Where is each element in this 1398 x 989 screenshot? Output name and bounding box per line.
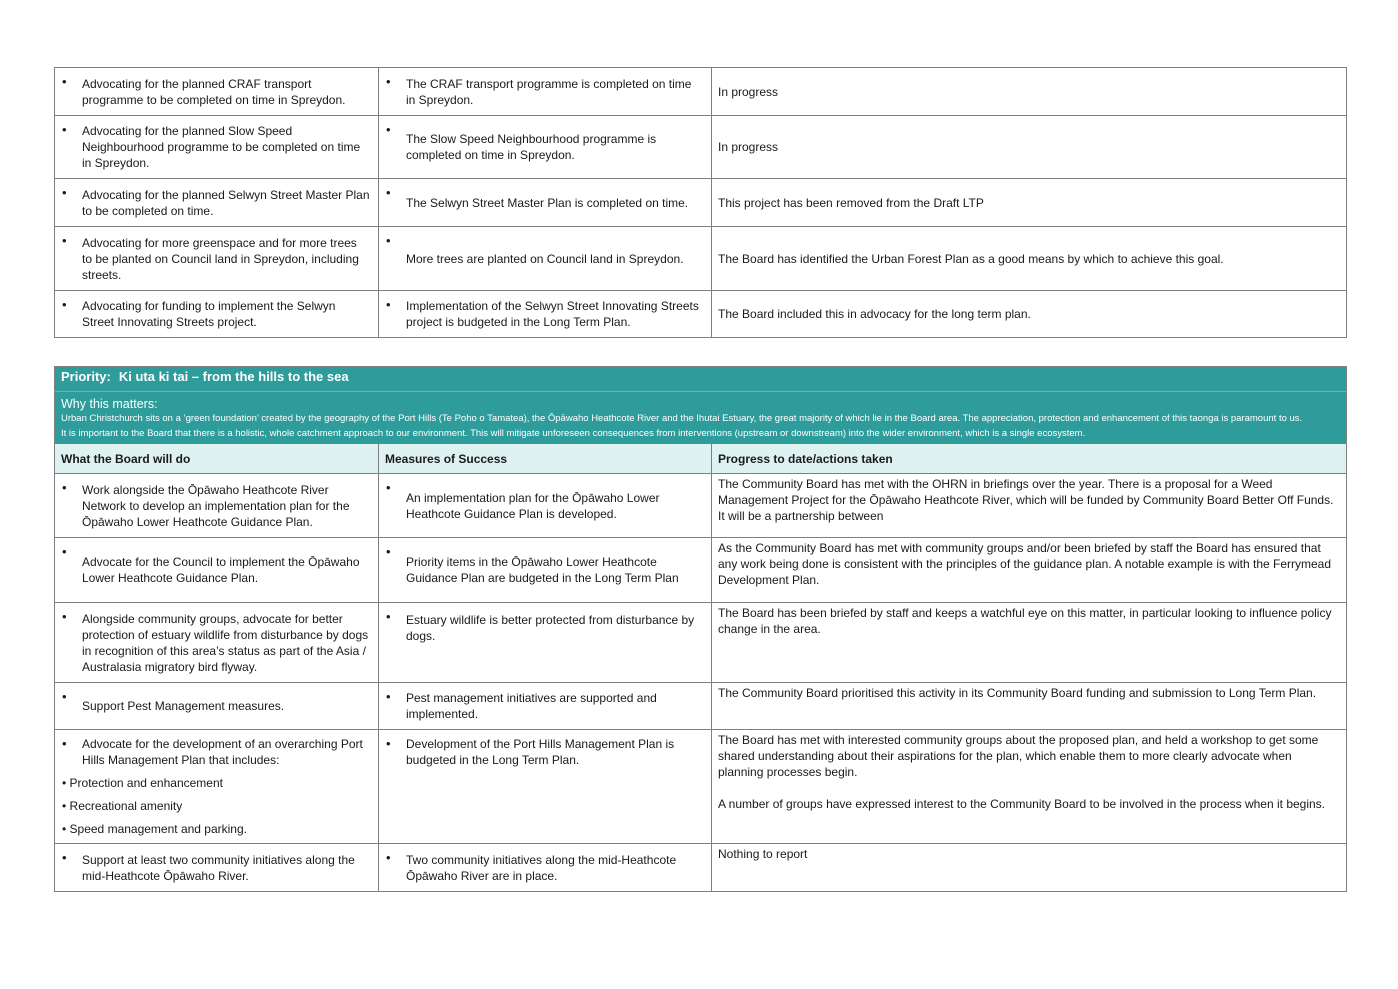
measure-cell: • Implementation of the Selwyn Street Innovating Streets project is budgeted in the Long Term Plan. xyxy=(379,291,712,338)
will-do-cell: • Advocating for the planned Selwyn Street Master Plan to be completed on time. xyxy=(55,179,379,227)
measure-cell: • Two community initiatives along the mid-Heathcote Ōpāwaho River are in place. xyxy=(379,844,712,892)
progress-text: The Board has met with interested community groups about the proposed plan, and held a workshop to get some shared understanding about their aspirations for the plan, which enable them to more clearly advocate when planning processes begin. xyxy=(718,733,1319,779)
priority-title-text: Ki uta ki tai – from the hills to the sea xyxy=(118,369,349,384)
sub-item: • Speed management and parking. xyxy=(62,822,247,836)
progress-cell: The Board has been briefed by staff and keeps a watchful eye on this matter, in particular looking to influence policy change in the area. xyxy=(712,603,1347,683)
progress-cell xyxy=(712,730,1347,844)
will-do-cell: • Support at least two community initiatives along the mid-Heathcote Ōpāwaho River. xyxy=(55,844,379,892)
will-do-cell: • Advocating for the planned Slow Speed Neighbourhood programme to be completed on time in Spreydon. xyxy=(55,116,379,179)
why-text-2: It is important to the Board that there is a holistic, whole catchment approach to our environment. This will mitigate unforeseen consequences from interventions (upstream or downstream) into the wider environment, which is a single ecosystem. xyxy=(61,428,1086,439)
measure-cell: • The CRAF transport programme is completed on time in Spreydon. xyxy=(379,68,712,116)
progress-text-2: A number of groups have expressed interest to the Community Board to be involved in the process when it begins. xyxy=(718,797,1326,811)
will-do-text: Advocate for the development of an overarching Port Hills Management Plan that includes: xyxy=(82,737,363,767)
measure-cell: • Priority items in the Ōpāwaho Lower Heathcote Guidance Plan are budgeted in the Long Term Plan xyxy=(379,538,712,603)
progress-cell: Nothing to report xyxy=(712,844,1347,892)
table-row xyxy=(55,730,1347,844)
sub-item: • Protection and enhancement xyxy=(62,776,223,790)
progress-cell: In progress xyxy=(712,116,1347,179)
table-row xyxy=(55,683,1347,730)
spreydon-actions-table xyxy=(54,67,1347,338)
will-do-cell: • Advocating for funding to implement the Selwyn Street Innovating Streets project. xyxy=(55,291,379,338)
table-row xyxy=(55,538,1347,603)
will-do-cell: • Advocating for the planned CRAF transport programme to be completed on time in Spreydon. xyxy=(55,68,379,116)
will-do-cell xyxy=(55,730,379,844)
table-row xyxy=(55,291,1347,338)
will-do-cell: • Support Pest Management measures. xyxy=(55,683,379,730)
measure-cell: • Pest management initiatives are supported and implemented. xyxy=(379,683,712,730)
measure-cell: • Development of the Port Hills Management Plan is budgeted in the Long Term Plan. xyxy=(379,730,712,844)
sub-item: • Recreational amenity xyxy=(62,799,183,813)
progress-cell: This project has been removed from the Draft LTP xyxy=(712,179,1347,227)
why-heading: Why this matters: xyxy=(61,397,158,411)
progress-cell: The Board has identified the Urban Forest Plan as a good means by which to achieve this goal. xyxy=(712,227,1347,291)
why-text-1: Urban Christchurch sits on a ‘green foundation’ created by the geography of the Port Hills (Te Poho o Tamatea), the Ōpāwaho Heathcote River and the Ihutai Estuary, the great majority of which lie in the Board area. The appreciation, protection and enhancement of this taonga is paramount to us. xyxy=(61,413,1303,424)
progress-cell: The Community Board prioritised this activity in its Community Board funding and submission to Long Term Plan. xyxy=(712,683,1347,730)
progress-cell: The Community Board has met with the OHRN in briefings over the year. There is a proposal for a Weed Management Project for the Ōpāwaho Heathcote River, which will be funded by Community Board Better Off Funds. It will be a partnership between xyxy=(712,474,1347,538)
measure-cell: • More trees are planted on Council land in Spreydon. xyxy=(379,227,712,291)
table-row xyxy=(55,227,1347,291)
table-row xyxy=(55,474,1347,538)
progress-cell: The Board included this in advocacy for the long term plan. xyxy=(712,291,1347,338)
measure-cell: • The Selwyn Street Master Plan is completed on time. xyxy=(379,179,712,227)
header-progress: Progress to date/actions taken xyxy=(712,444,1347,474)
header-row xyxy=(55,444,1347,474)
priority-band xyxy=(55,367,1347,444)
priority-table xyxy=(54,366,1347,892)
progress-cell: As the Community Board has met with community groups and/or been briefed by staff the Board has ensured that any work being done is consistent with the principles of the guidance plan. A notable example is with the Ferrymead Development Plan. xyxy=(712,538,1347,603)
priority-band-cell xyxy=(55,367,1347,444)
measure-cell: • An implementation plan for the Ōpāwaho Lower Heathcote Guidance Plan is developed. xyxy=(379,474,712,538)
table-row xyxy=(55,179,1347,227)
table-row xyxy=(55,68,1347,116)
measure-cell: • Estuary wildlife is better protected from disturbance by dogs. xyxy=(379,603,712,683)
priority-label: Priority: xyxy=(61,369,111,384)
progress-cell: In progress xyxy=(712,68,1347,116)
header-measures: Measures of Success xyxy=(379,444,712,474)
table-row xyxy=(55,116,1347,179)
will-do-cell: • Advocate for the Council to implement the Ōpāwaho Lower Heathcote Guidance Plan. xyxy=(55,538,379,603)
table-row xyxy=(55,844,1347,892)
measure-cell: • The Slow Speed Neighbourhood programme is completed on time in Spreydon. xyxy=(379,116,712,179)
priority-title xyxy=(55,367,1346,391)
table-row xyxy=(55,603,1347,683)
header-will-do: What the Board will do xyxy=(55,444,379,474)
will-do-cell: • Advocating for more greenspace and for more trees to be planted on Council land in Spreydon, including streets. xyxy=(55,227,379,291)
will-do-cell: • Work alongside the Ōpāwaho Heathcote River Network to develop an implementation plan for the Ōpāwaho Lower Heathcote Guidance Plan. xyxy=(55,474,379,538)
will-do-cell: • Alongside community groups, advocate for better protection of estuary wildlife from disturbance by dogs in recognition of this area’s status as part of the Asia / Australasia migratory bird flyway. xyxy=(55,603,379,683)
